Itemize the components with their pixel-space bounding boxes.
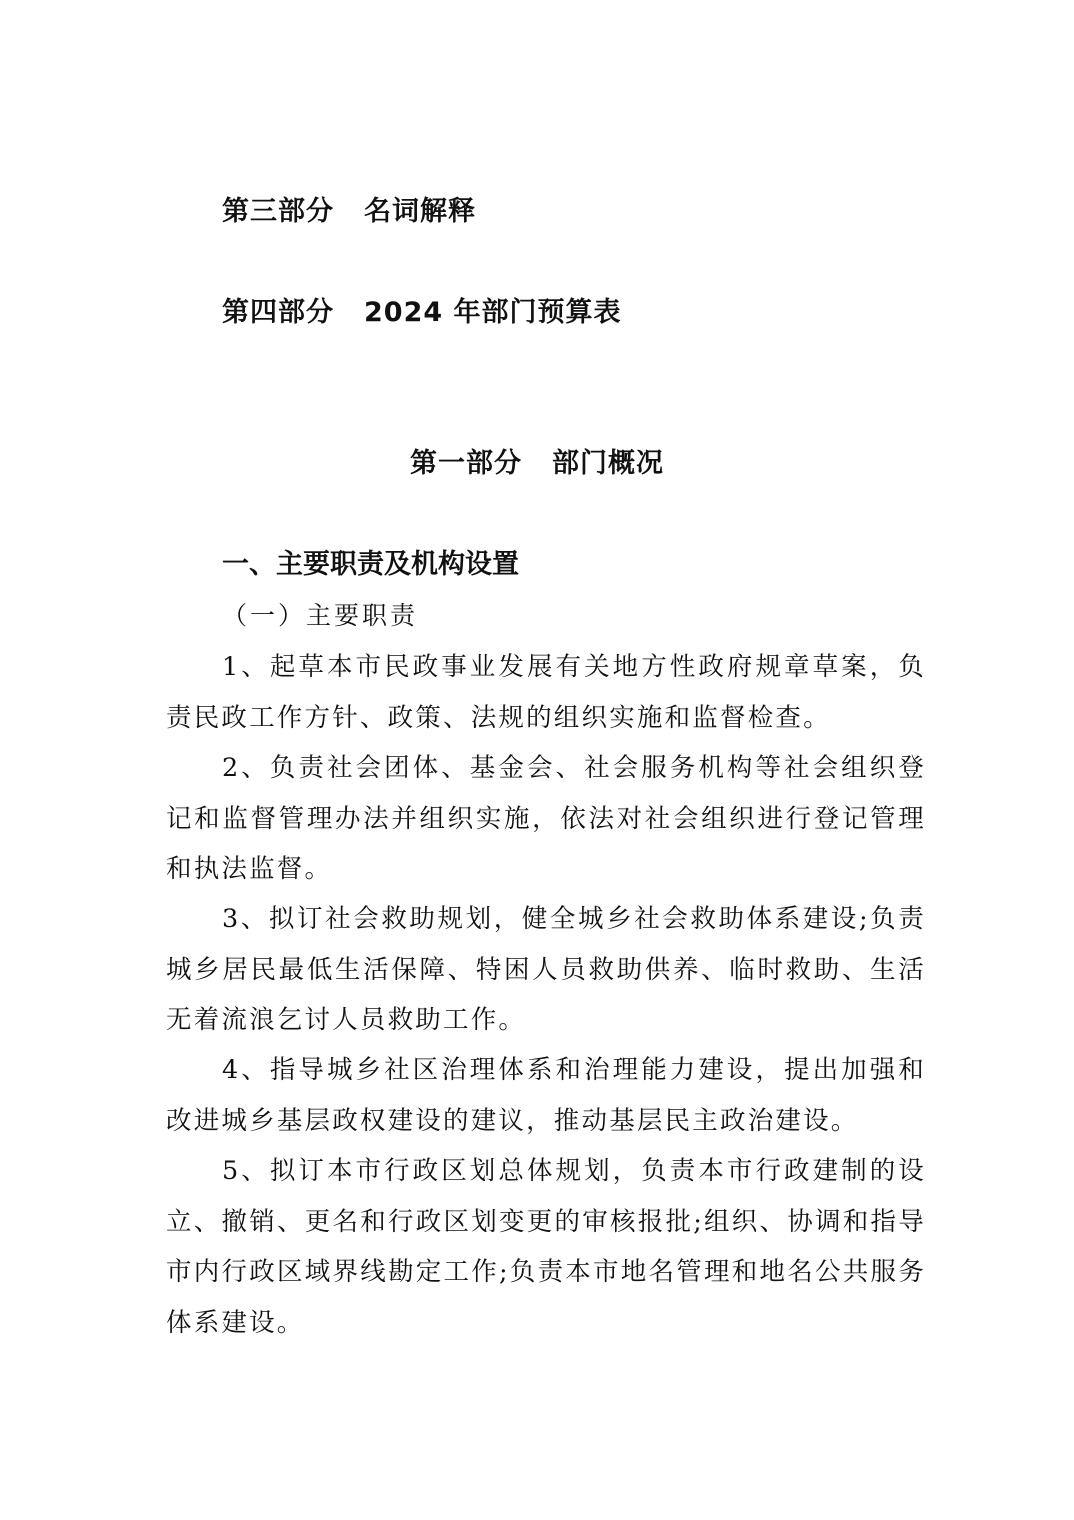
duty-paragraph-3: 3、拟订社会救助规划，健全城乡社会救助体系建设;负责城乡居民最低生活保障、特困人员救助供养、临时救助、生活无着流浪乞讨人员救助工作。 (166, 904, 926, 1035)
toc-part-title: 名词解释 (364, 196, 476, 227)
toc-part-label: 第四部分 (222, 297, 334, 328)
section-heading: 一、主要职责及机构设置 (222, 549, 519, 580)
toc-item-part-four (222, 295, 622, 331)
duty-paragraph-4: 4、指导城乡社区治理体系和治理能力建设，提出加强和改进城乡基层政权建设的建议，推动基层民主政治建设。 (166, 1055, 926, 1136)
toc-part-title: 2024 年部门预算表 (364, 297, 622, 328)
part-title: 部门概况 (552, 448, 664, 479)
subsection-heading: （一）主要职责 (222, 601, 419, 630)
toc-item-part-three (222, 194, 476, 230)
duty-paragraph-2: 2、负责社会团体、基金会、社会服务机构等社会组织登记和监督管理办法并组织实施，依法对社会组织进行登记管理和执法监督。 (166, 753, 926, 884)
part-label: 第一部分 (410, 448, 522, 479)
toc-part-label: 第三部分 (222, 196, 334, 227)
duty-paragraph-5: 5、拟订本市行政区划总体规划，负责本市行政建制的设立、撤销、更名和行政区划变更的审核报批;组织、协调和指导市内行政区域界线勘定工作;负责本市地名管理和地名公共服务体系建设。 (166, 1156, 926, 1338)
part-one-heading (0, 446, 1074, 482)
duty-paragraph-1: 1、起草本市民政事业发展有关地方性政府规章草案，负责民政工作方针、政策、法规的组织实施和监督检查。 (166, 652, 926, 733)
